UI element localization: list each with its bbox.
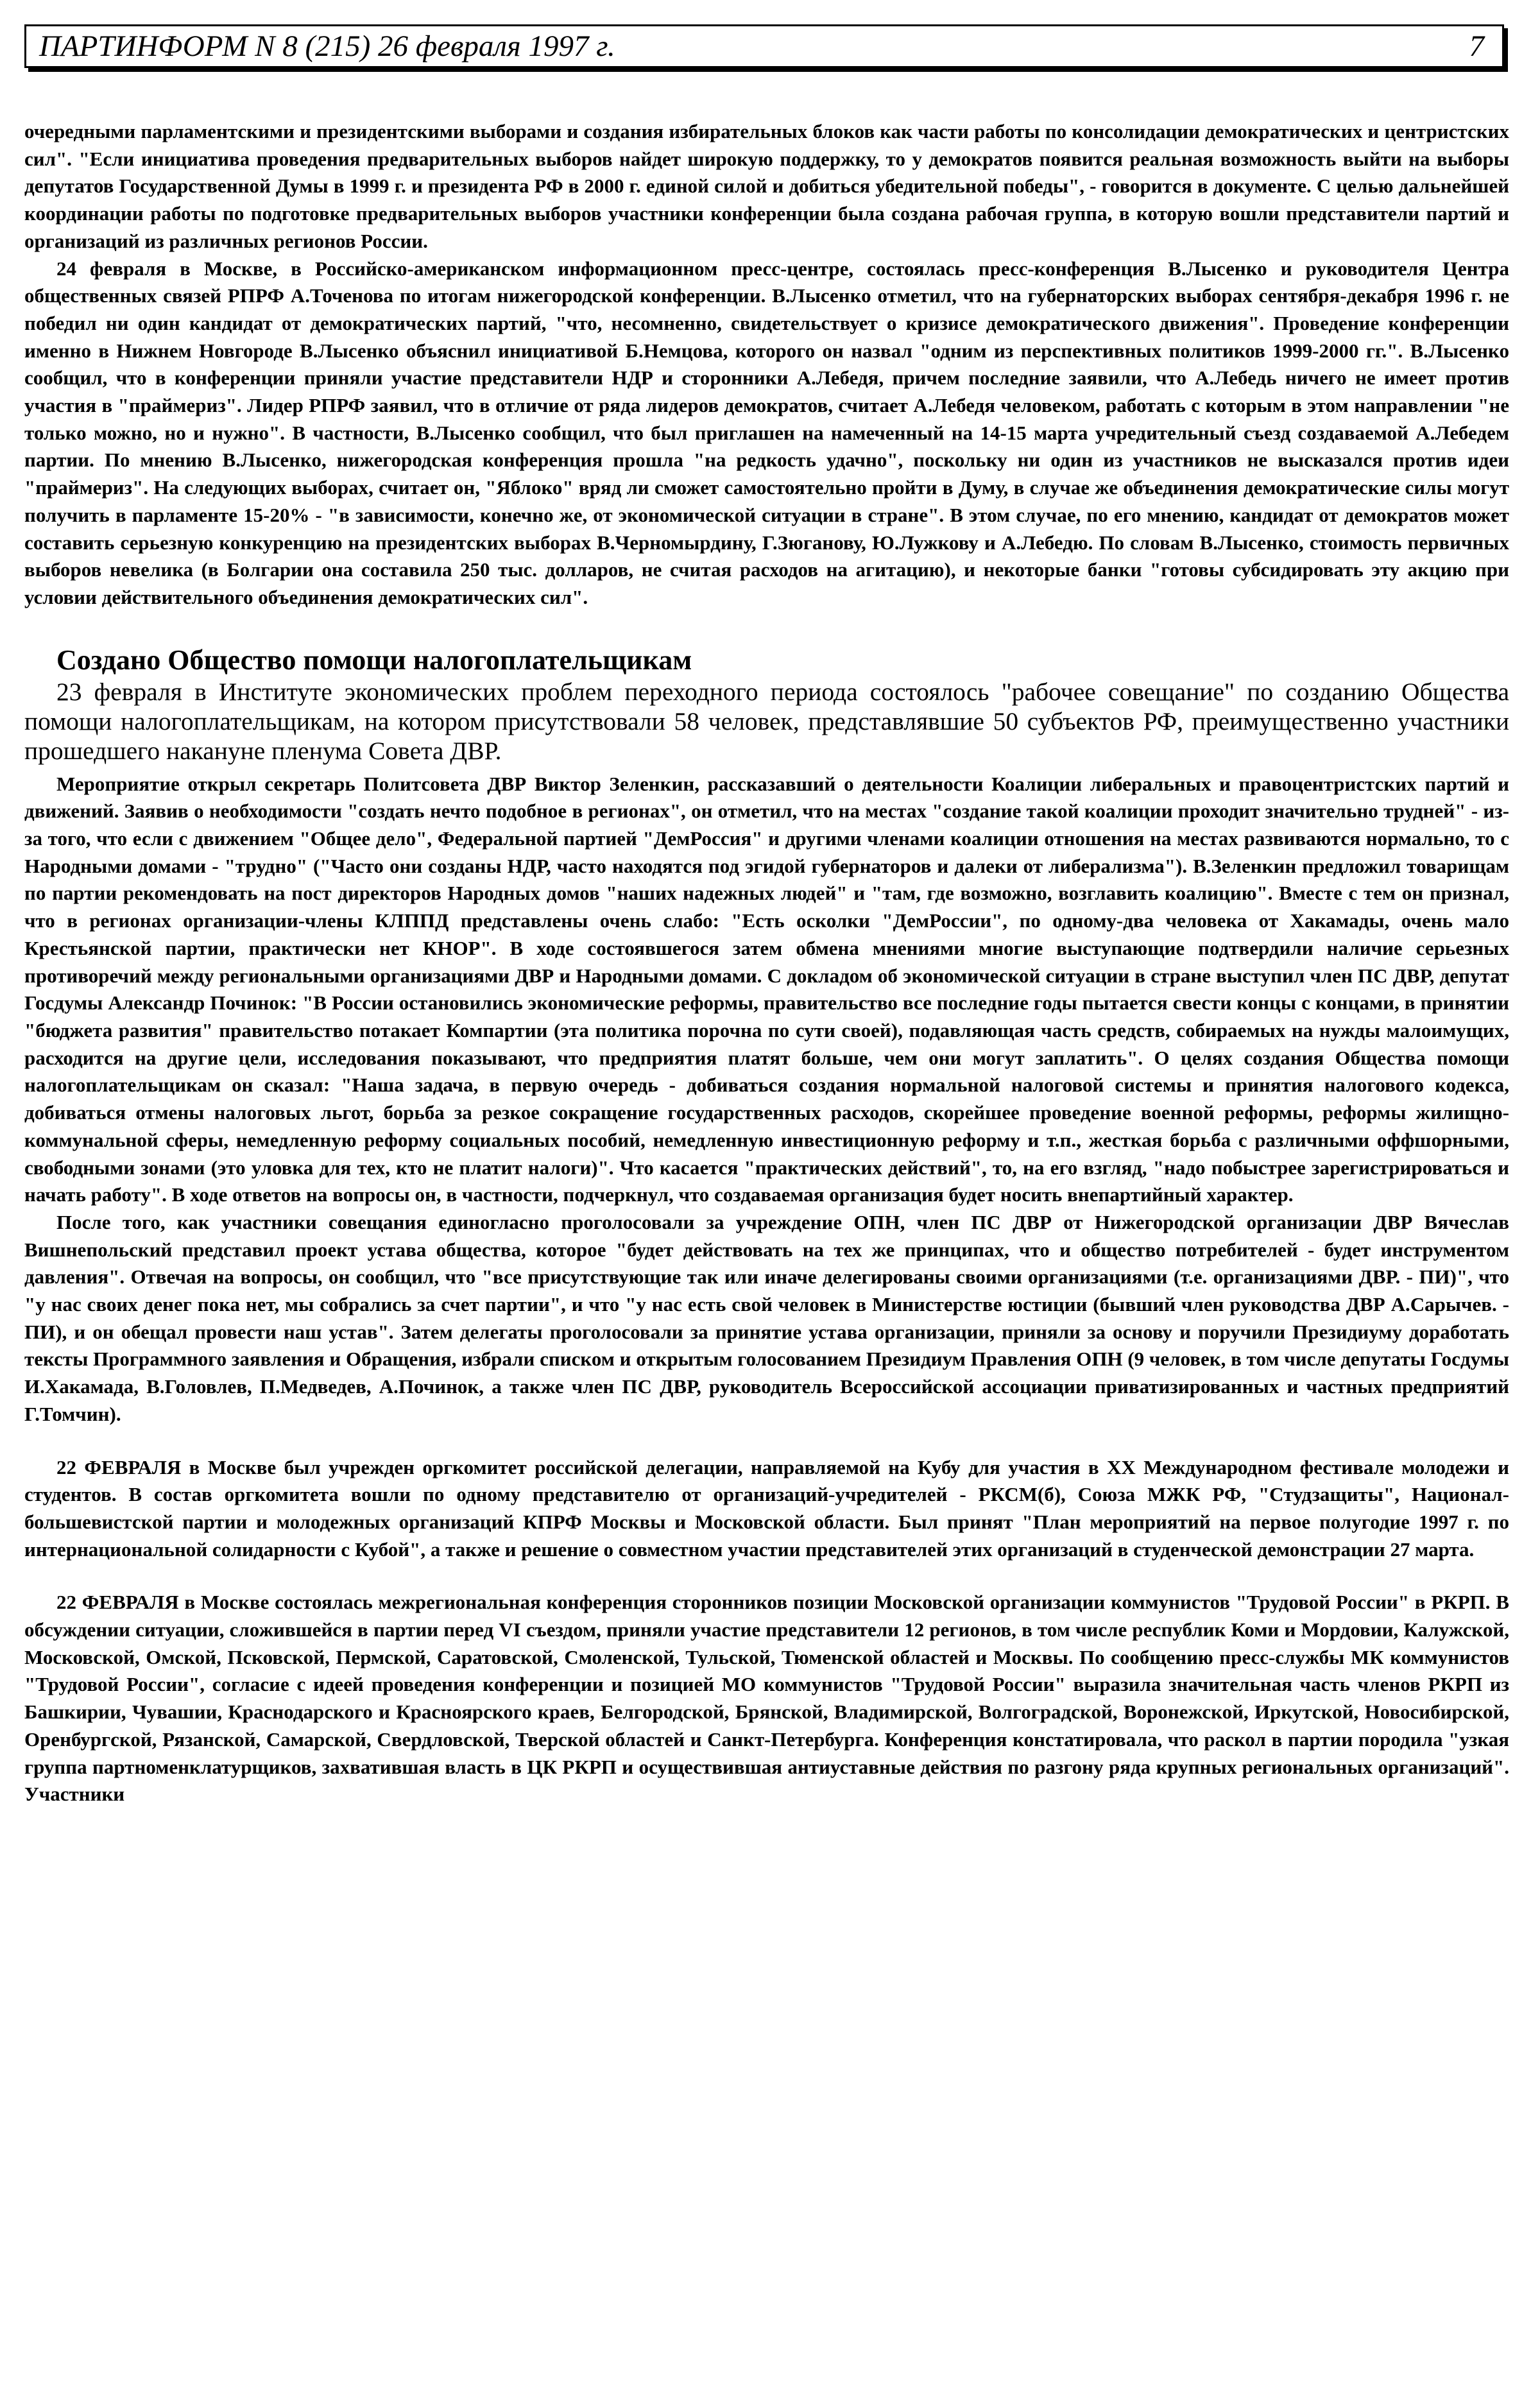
page-header [24,24,1504,68]
article-body [24,118,1509,1808]
paragraph: Мероприятие открыл секретарь Политсовета ДВР Виктор Зеленкин, рассказавший о деятельности Коалиции либеральных и правоцентристских партий и движений. Заявив о необходимости "создать нечто подобное в регионах", он отметил, что на местах "создание такой коалиции проходит значительно трудней" - из-за того, что если с движением "Общее дело", Федеральной партией "ДемРоссия" и другими членами коалиции отношения на местах развиваются нормально, то с Народными домами - "трудно" ("Часто они созданы НДР, часто находятся под эгидой губернаторов и далеки от либерализма"). В.Зеленкин предложил товарищам по партии рекомендовать на пост директоров Народных домов "наших надежных людей" и "там, где возможно, возглавить коалицию". Вместе с тем он признал, что в регионах организации-члены КЛППД представлены очень слабо: "Есть осколки "ДемРоссии", по одному-два человека от Хакамады, очень мало Крестьянской партии, практически нет КНОР". В ходе состоявшегося затем обмена мнениями многие выступающие подтвердили наличие серьезных противоречий между региональными организациями ДВР и Народными домами. С докладом об экономической ситуации в стране выступил член ПС ДВР, депутат Госдумы Александр Починок: "В России остановились экономические реформы, правительство все последние годы пытается свести концы с концами, в принятии "бюджета развития" правительство потакает Компартии (эта политика порочна по сути своей), подавляющая часть средств, собираемых на нужды малоимущих, расходится на другие цели, исследования показывают, что предприятия платят больше, чем они могут заплатить". О целях создания Общества помощи налогоплательщикам он сказал: "Наша задача, в первую очередь - добиваться создания нормальной налоговой системы и принятия налогового кодекса, добиваться отмены налоговых льгот, борьба за резкое сокращение государственных расходов, скорейшее проведение военной реформы, реформы жилищно-коммунальной сферы, немедленную реформу социальных пособий, немедленную инвестиционную реформу и т.п., жесткая борьба с различными оффшорными, свободными зонами (это уловка для тех, кто не платит налоги)". Что касается "практических действий", то, на его взгляд, "надо побыстрее зарегистрироваться и начать работу". В ходе ответов на вопросы он, в частности, подчеркнул, что создаваемая организация будет носить внепартийный характер. [24,772,1509,1206]
section-lead: 23 февраля в Институте экономических проблем переходного периода состоялось "рабочее совещание" по созданию Общества помощи налогоплательщикам, на котором присутствовали 58 человек, представлявшие 50 субъектов РФ, преимущественно участники прошедшего накануне пленума Совета ДВР. [24,677,1509,765]
spacer [24,612,1509,644]
paragraph: очередными парламентскими и президентскими выборами и создания избирательных блоков как части работы по консолидации демократических и центристских сил". "Если инициатива проведения предварительных выборов найдет широкую поддержку, то у демократов появится реальная возможность выйти на выборы депутатов Государственной Думы в 1999 г. и президента РФ в 2000 г. единой силой и добиться убедительной победы", - говорится в документе. С целью дальнейшей координации работы по подготовке предварительных выборов участники конференции была создана рабочая группа, в которую вошли представители партий и организаций из различных регионов России. [24,120,1509,252]
header-title: ПАРТИНФОРМ N 8 (215) 26 февраля 1997 г. [39,29,615,63]
spacer [24,1428,1509,1454]
section-title: Создано Общество помощи налогоплательщикам [56,644,692,676]
paragraph: После того, как участники совещания единогласно проголосовали за учреждение ОПН, член ПС ДВР от Нижегородской организации ДВР Вячеслав Вишнепольский представил проект устава общества, которое "будет действовать на тех же принципах, что и общество потребителей - будет инструментом давления". Отвечая на вопросы, он сообщил, что "все присутствующие так или иначе делегированы своими организациями (т.е. организациями ДВР. - ПИ)", что "у нас своих денег пока нет, мы собрались за счет партии", и что "у нас есть свой человек в Министерстве юстиции (бывший член руководства ДВР А.Сарычев. - ПИ), и он обещал провести наш устав". Затем делегаты проголосовали за принятие устава организации, приняли за основу и поручили Президиуму доработать тексты Программного заявления и Обращения, избрали списком и открытым голосованием Президиум Правления ОПН (9 человек, в том числе депутаты Госдумы И.Хакамада, В.Головлев, П.Медведев, А.Починок, а также член ПС ДВР, руководитель Всероссийской ассоциации приватизированных и частных предприятий Г.Томчин). [24,1210,1509,1425]
news-item: 22 ФЕВРАЛЯ в Москве состоялась межрегиональная конференция сторонников позиции Московской организации коммунистов "Трудовой России" в РКРП. В обсуждении ситуации, сложившейся в партии перед VI съездом, приняли участие представители 12 регионов, в том числе республик Коми и Мордовии, Калужской, Московской, Омской, Псковской, Пермской, Саратовской, Смоленской, Тульской, Тюменской областей и Москвы. По сообщению пресс-службы МК коммунистов "Трудовой России", согласие с идеей проведения конференции и позицией МО коммунистов "Трудовой России" выразила значительная часть членов РКРП из Башкирии, Чувашии, Краснодарского и Красноярского краев, Белгородской, Брянской, Владимирской, Волгоградской, Воронежской, Иркутской, Новосибирской, Оренбургской, Рязанской, Самарской, Свердловской, Тверской областей и Санкт-Петербурга. Конференция констатировала, что раскол в партии породила "узкая группа партноменклатурщиков, захватившая власть в ЦК РКРП и осуществившая антиуставные действия по разгону ряда крупных региональных организаций". Участники [24,1591,1509,1806]
news-item: 22 ФЕВРАЛЯ в Москве был учрежден оргкомитет российской делегации, направляемой на Кубу для участия в XX Международном фестивале молодежи и студентов. В состав оргкомитета вошли по одному представителю от организаций-учредителей - РКСМ(б), Союза МЖК РФ, "Студзащиты", Национал-большевистской партии и молодежных организаций КПРФ Москвы и Московской области. Был принят "План мероприятий на первое полугодие 1997 г. по интернациональной солидарности с Кубой", а также и решение о совместном участии представителей этих организаций в студенческой демонстрации 27 марта. [24,1455,1509,1561]
page-number: 7 [1469,29,1484,63]
newspaper-page [24,24,1509,2360]
paragraph: 24 февраля в Москве, в Российско-американском информационном пресс-центре, состоялась пресс-конференция В.Лысенко и руководителя Центра общественных связей РПРФ А.Точенова по итогам нижегородской конференции. В.Лысенко отметил, что на губернаторских выборах сентября-декабря 1996 г. не победил ни один кандидат от демократических партий, "что, несомненно, свидетельствует о кризисе демократического движения". Проведение конференции именно в Нижнем Новгороде В.Лысенко объяснил инициативой Б.Немцова, которого он назвал "одним из перспективных политиков 1999-2000 гг.". В.Лысенко сообщил, что в конференции приняли участие представители НДР и сторонники А.Лебедя, причем последние заявили, что А.Лебедь ничего не имеет против участия в "праймериз". Лидер РПРФ заявил, что в отличие от ряда лидеров демократов, считает А.Лебедя человеком, работать с которым в этом направлении "не только можно, но и нужно". В частности, В.Лысенко сообщил, что был приглашен на намеченный на 14-15 марта учредительный съезд создаваемой А.Лебедем партии. По мнению В.Лысенко, нижегородская конференция прошла "на редкость удачно", поскольку ни один из участников не высказался против идеи "праймериз". На следующих выборах, считает он, "Яблоко" вряд ли сможет самостоятельно пройти в Думу, в случае же объединения демократические силы могут получить в парламенте 15-20% - "в зависимости, конечно же, от экономической ситуации в стране". В этом случае, по его мнению, кандидат от демократов может составить серьезную конкуренцию на президентских выборах В.Черномырдину, Г.Зюганову, Ю.Лужкову и А.Лебедю. По словам В.Лысенко, стоимость первичных выборов невелика (в Болгарии она составила 250 тыс. долларов, не считая расходов на агитацию), и некоторые банки "готовы субсидировать эту акцию при условии действительного объединения демократических сил". [24,257,1509,608]
spacer [24,1563,1509,1589]
